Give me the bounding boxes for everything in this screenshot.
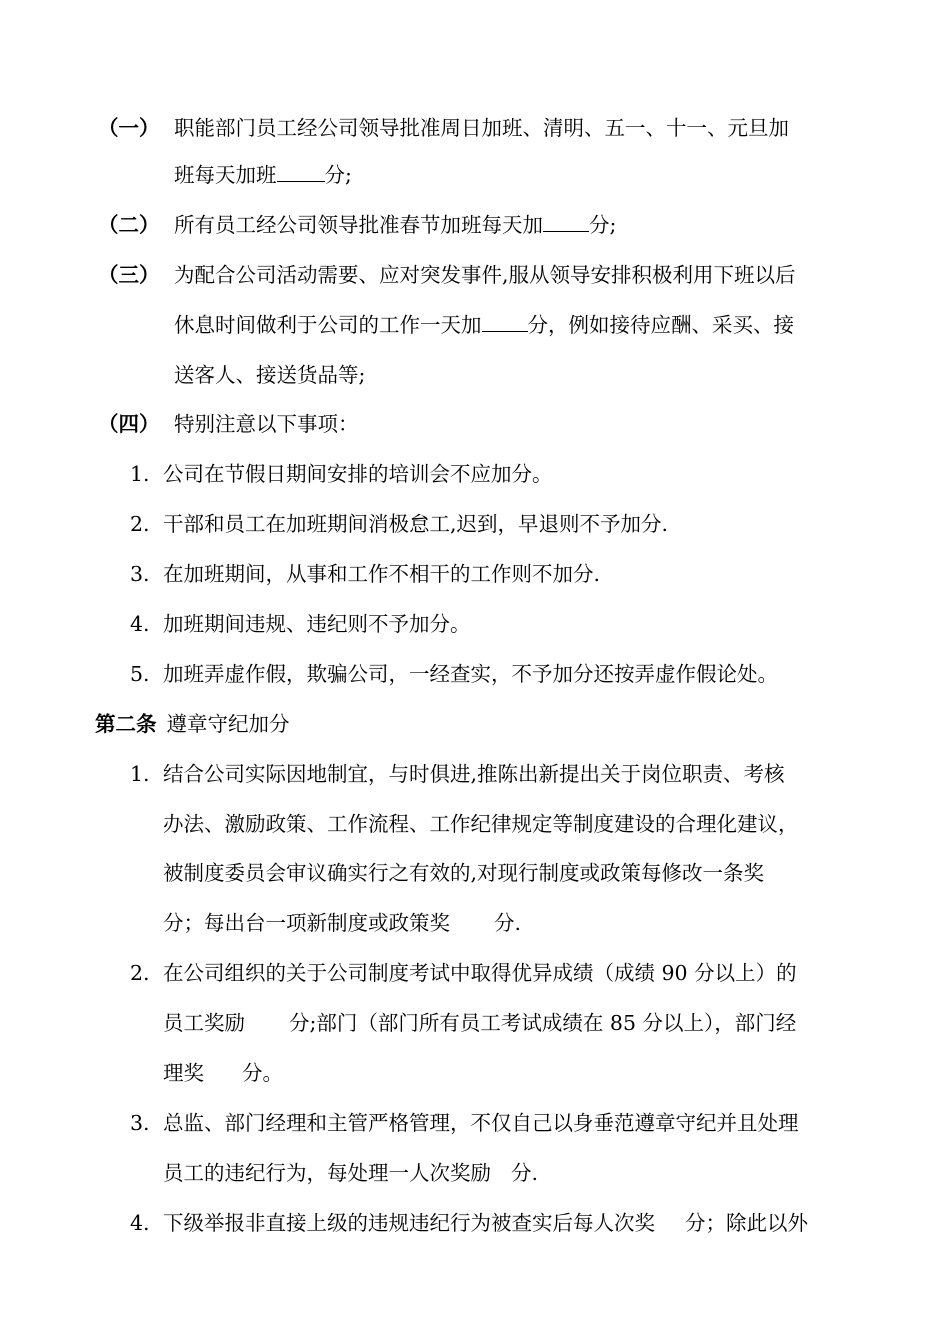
note-number-1: 1. (130, 462, 150, 486)
article-2-number: 第二条 (95, 712, 157, 736)
article-2-item-1-line-1: 结合公司实际因地制宜，与时俱进,推陈出新提出关于岗位职责、考核 (163, 762, 785, 786)
article-2-item-2-text-before-blank: 员工奖励 (163, 1011, 245, 1035)
article-2-item-4-text-after-blank: 分；除此以外 (685, 1211, 808, 1235)
note-number-2: 2. (130, 512, 150, 536)
article-2-item-4-text-before-blank: 下级举报非直接上级的违规违纪行为被查实后每人次奖 (163, 1211, 655, 1235)
item-1-text-after-blank: 分; (324, 163, 352, 187)
article-2-item-number-3: 3. (130, 1111, 150, 1135)
article-2-item-2-line-2 (163, 1010, 796, 1036)
item-3-line-3: 送客人、接送货品等; (174, 363, 366, 387)
article-2-title: 遵章守纪加分 (166, 712, 290, 736)
note-number-4: 4. (130, 612, 150, 636)
item-3-text-before-blank: 休息时间做利于公司的工作一天加 (174, 313, 482, 337)
article-2-item-number-4: 4. (130, 1211, 150, 1235)
item-4-line-1: 特别注意以下事项： (174, 412, 359, 436)
article-2-item-1-text-before-blank: 分；每出台一项新制度或政策奖 (163, 911, 450, 935)
article-2-item-2-text-after-blank: 分;部门（部门所有员工考试成绩在 85 分以上），部门经 (289, 1011, 797, 1035)
article-2-item-1-line-2: 办法、激励政策、工作流程、工作纪律规定等制度建设的合理化建议， (163, 812, 799, 836)
article-2-item-4-line-1 (163, 1210, 808, 1236)
item-1-line-1: 职能部门员工经公司领导批准周日加班、清明、五一、十一、元旦加 (174, 116, 789, 140)
item-1-text-before-blank: 班每天加班 (174, 163, 277, 187)
note-text-5: 加班弄虚作假，欺骗公司，一经查实，不予加分还按弄虚作假论处。 (163, 662, 778, 686)
item-2-line-1 (174, 212, 616, 238)
article-2-item-2-text-before-blank-2: 理奖 (163, 1061, 204, 1085)
note-text-4: 加班期间违规、违纪则不予加分。 (163, 612, 471, 636)
note-text-1: 公司在节假日期间安排的培训会不应加分。 (163, 462, 553, 486)
item-marker-1: （一） (98, 116, 160, 140)
item-3-line-1: 为配合公司活动需要、应对突发事件,服从领导安排积极利用下班以后 (174, 263, 796, 287)
article-2-item-3-line-2 (163, 1160, 538, 1186)
article-2-item-1-line-4 (163, 910, 521, 936)
note-text-3: 在加班期间，从事和工作不相干的工作则不加分. (163, 562, 601, 586)
article-2-item-number-2: 2. (130, 961, 150, 985)
item-3-line-2 (174, 312, 794, 338)
article-2-item-2-line-3 (163, 1060, 283, 1086)
article-2-item-1-line-3: 被制度委员会审议确实行之有效的,对现行制度或政策每修改一条奖 (163, 861, 765, 885)
article-2-item-2-line-1: 在公司组织的关于公司制度考试中取得优异成绩（成绩 90 分以上）的 (163, 961, 797, 985)
article-2-item-2-text-after-blank-2: 分。 (242, 1061, 283, 1085)
item-1-line-2 (174, 162, 352, 188)
note-number-3: 3. (130, 562, 150, 586)
fill-in-blank (277, 163, 325, 182)
item-marker-2: （二） (98, 213, 160, 237)
article-2-item-3-line-1: 总监、部门经理和主管严格管理，不仅自己以身垂范遵章守纪并且处理 (163, 1111, 799, 1135)
article-2-item-3-text-after-blank: 分. (511, 1161, 539, 1185)
item-2-text-after-blank: 分; (589, 213, 617, 237)
item-2-text-before-blank: 所有员工经公司领导批准春节加班每天加 (174, 213, 543, 237)
note-number-5: 5. (130, 662, 150, 686)
item-marker-4: （四） (98, 412, 160, 436)
item-marker-3: （三） (98, 263, 160, 287)
article-2-item-1-text-after-blank: 分. (494, 911, 522, 935)
article-2-heading (95, 711, 290, 737)
note-text-2: 干部和员工在加班期间消极怠工,迟到，早退则不予加分. (163, 512, 669, 536)
fill-in-blank (482, 313, 528, 332)
fill-in-blank (543, 213, 589, 232)
article-2-item-number-1: 1. (130, 762, 150, 786)
article-2-item-3-text-before-blank: 员工的违纪行为，每处理一人次奖励 (163, 1161, 491, 1185)
item-3-text-after-blank: 分，例如接待应酬、采买、接 (527, 313, 794, 337)
